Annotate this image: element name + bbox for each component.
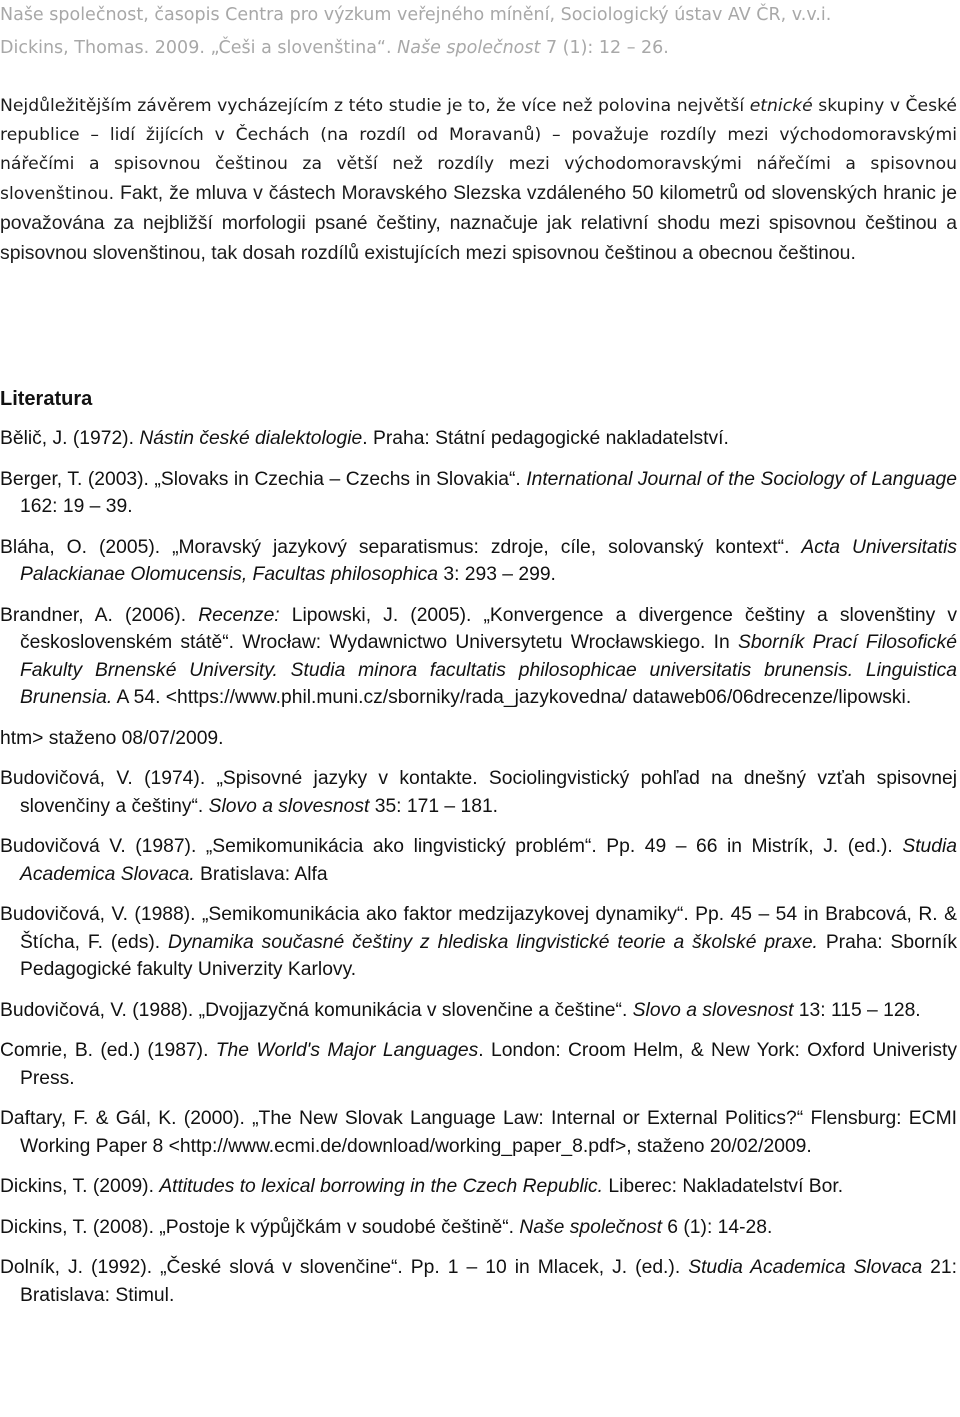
- reference-text: Dolník, J. (1992). „České slová v slovenčine“. Pp. 1 – 10 in Mlacek, J. (ed.).: [0, 1257, 689, 1278]
- reference-italic: Attitudes to lexical borrowing in the Czech Republic.: [159, 1176, 604, 1197]
- reference-text: Berger, T. (2003). „Slovaks in Czechia – Czechs in Slovakia“.: [0, 468, 527, 490]
- reference-text: Comrie, B. (ed.) (1987).: [0, 1040, 216, 1061]
- reference-text: Bělič, J. (1972).: [0, 428, 140, 449]
- reference-text: 3: 293 – 299.: [437, 564, 556, 585]
- reference-text: A 54. <https://www.phil.muni.cz/sborniky/rada_jazykovedna/ dataweb06/06drecenze/lipowski.: [112, 687, 912, 708]
- reference-text: Lipowski, J. (2005). „Konvergence a divergence češtiny a slovenštiny v československém státě“. Wrocław: Wydawnictwo Universytetu Wrocławskiego. In: [20, 604, 957, 653]
- reference-text: Budovičová, V. (1988). „Dvojjazyčná komunikácia v slovenčine a češtine“.: [0, 999, 633, 1021]
- citation-plain: Dickins, Thomas. 2009. „Češi a slovenština“.: [0, 38, 398, 58]
- reference-text: Budovičová, V. (1974). „Spisovné jazyky v kontakte. Sociolingvistický pohľad na dnešný vzťah spisovnej slovenčiny a češtiny“.: [0, 768, 957, 817]
- reference-item: [0, 602, 957, 712]
- reference-item: [0, 466, 957, 521]
- literature-heading: Literatura: [0, 388, 93, 410]
- conclusion-text-1: Nejdůležitějším závěrem vycházejícím z této studie je to, že více než polovina největší: [0, 96, 750, 116]
- reference-text: 13: 115 – 128.: [793, 999, 921, 1021]
- reference-item: [0, 725, 957, 753]
- reference-italic: Sborník Prací Filosofické Fakulty Brnenské University. Studia minora facultatis philosophicae universitatis brunensis. Linguistica Brunensia.: [20, 632, 957, 708]
- running-header-citation: [0, 38, 669, 58]
- reference-italic: Dynamika současné češtiny z hlediska lingvistické teorie a školské praxe.: [168, 931, 818, 953]
- reference-text: Budovičová V. (1987). „Semikomunikácia ako lingvistický problém“. Pp. 49 – 66 in Mistrík, J. (ed.).: [0, 836, 903, 857]
- reference-text: 35: 171 – 181.: [369, 795, 499, 817]
- reference-italic: Slovo a slovesnost: [208, 795, 370, 817]
- running-header-journal: Naše společnost, časopis Centra pro výzkum veřejného mínění, Sociologický ústav AV ČR, v.v.i.: [0, 5, 832, 25]
- reference-text: 21: Bratislava: Stimul.: [20, 1257, 957, 1306]
- reference-item: [0, 997, 957, 1025]
- reference-item: [0, 1037, 957, 1092]
- reference-text: 162: 19 – 39.: [20, 496, 133, 517]
- reference-text: htm> staženo 08/07/2009.: [0, 727, 224, 749]
- reference-text: Praha: Sborník Pedagogické fakulty Univerzity Karlovy.: [20, 931, 957, 980]
- reference-italic: Studia Academica Slovaca: [688, 1257, 923, 1278]
- reference-item: [0, 534, 957, 589]
- reference-item: [0, 1173, 957, 1201]
- reference-text: 6 (1): 14-28.: [661, 1216, 773, 1238]
- reference-italic: Slovo a slovesnost: [632, 999, 794, 1021]
- conclusion-paragraph: [0, 92, 957, 269]
- reference-text: . Praha: Státní pedagogické nakladatelství.: [362, 428, 729, 449]
- reference-text: Dickins, T. (2009).: [0, 1176, 160, 1197]
- reference-text: Bratislava: Alfa: [194, 863, 328, 885]
- reference-italic: The World's Major Languages: [215, 1040, 479, 1061]
- reference-list: [0, 425, 957, 1322]
- reference-item: [0, 1214, 957, 1242]
- citation-journal: Naše společnost: [397, 38, 541, 58]
- conclusion-text-2: skupiny v České republice – lidí žijících v Čechách (na rozdíl od Moravanů) – považuje rozdíly mezi východomoravskými nářečími a spisovnou češtinou za větší než rozdíly mezi východomoravskými nářečími a spisovnou slovenštinou.: [0, 96, 957, 204]
- reference-text: Daftary, F. & Gál, K. (2000). „The New Slovak Language Law: Internal or External Politics?“ Flensburg: ECMI Working Paper 8 <http://www.ecmi.de/download/working_paper_8.pdf>, staženo 20/02/2009.: [0, 1108, 957, 1157]
- reference-item: [0, 1254, 957, 1309]
- reference-item: [0, 833, 957, 888]
- reference-item: [0, 765, 957, 820]
- reference-italic: Studia Academica Slovaca.: [20, 836, 957, 885]
- reference-text: Dickins, T. (2008). „Postoje k výpůjčkám v soudobé češtině“.: [0, 1216, 520, 1238]
- reference-text: Bláha, O. (2005). „Moravský jazykový separatismus: zdroje, cíle, solovanský kontext“.: [0, 536, 802, 558]
- reference-text: . London: Croom Helm, & New York: Oxford Univeristy Press.: [20, 1040, 957, 1089]
- reference-item: [0, 425, 957, 453]
- conclusion-italic: etnické: [749, 96, 813, 116]
- reference-item: [0, 1105, 957, 1160]
- reference-text: Budovičová, V. (1988). „Semikomunikácia ako faktor medzijazykovej dynamiky“. Pp. 45 – 54 in Brabcová, R. & Štícha, F. (eds).: [0, 904, 957, 953]
- reference-italic: Recenze:: [198, 604, 280, 626]
- reference-text: Brandner, A. (2006).: [0, 604, 199, 626]
- reference-italic: Nástin české dialektologie: [139, 428, 363, 449]
- conclusion-text-3: Fakt, že mluva v částech Moravského Slezska vzdáleného 50 kilometrů od slovenských hranic je považována za nejbližší morfologii psané češtiny, naznačuje jak relativní shodu mezi spisovnou češtinou a spisovnou slovenštinou, tak dosah rozdílů existujících mezi spisovnou češtinou a obecnou češtinou.: [0, 182, 957, 264]
- reference-italic: Acta Universitatis Palackianae Olomucensis, Facultas philosophica: [20, 536, 957, 585]
- reference-text: Liberec: Nakladatelství Bor.: [603, 1176, 844, 1197]
- reference-item: [0, 901, 957, 984]
- citation-tail: 7 (1): 12 – 26.: [540, 38, 669, 58]
- reference-italic: Naše společnost: [519, 1216, 662, 1238]
- reference-italic: International Journal of the Sociology of Language: [526, 468, 957, 490]
